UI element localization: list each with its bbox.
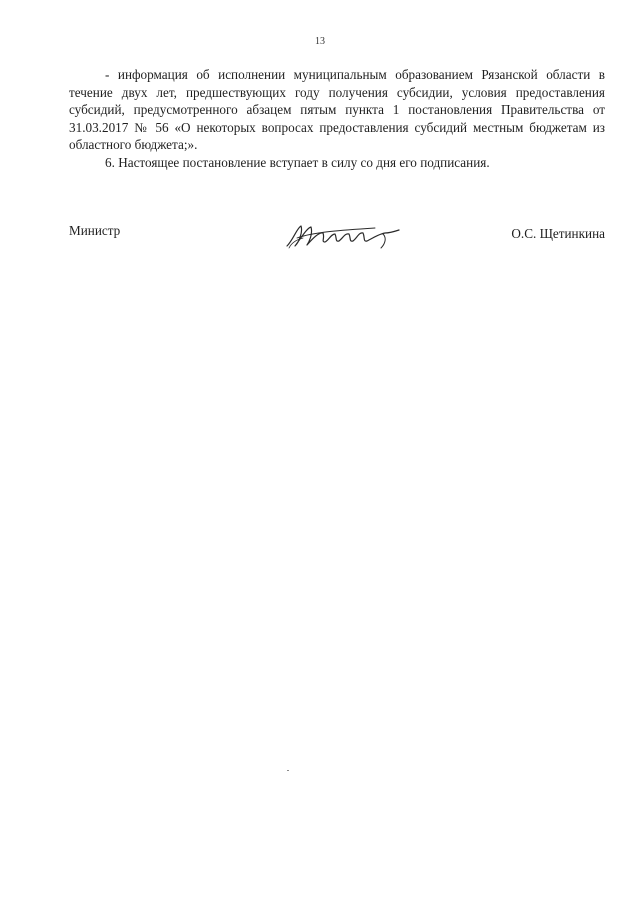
scan-speck [287, 770, 289, 771]
paragraph-subsidy-info: - информация об исполнении муниципальным образованием Рязанской области в течение двух лет, предшествующих году получения субсидии, условия предоставления субсидий, предусмотренного абзацем пятым пункта 1 постановления Правительства от 31.03.2017 № 56 «О некоторых вопросах предоставления субсидий местным бюджетам из областного бюджета;». [69, 67, 605, 153]
signatory-title: Министр [69, 223, 121, 238]
signatory-name: О.С. Щетинкина [511, 226, 605, 241]
page-number: 13 [315, 36, 325, 47]
handwritten-signature [283, 218, 403, 252]
document-body [69, 66, 605, 172]
signature-block [69, 218, 605, 258]
paragraph-effective-date: 6. Настоящее постановление вступает в силу со дня его подписания. [105, 154, 490, 170]
